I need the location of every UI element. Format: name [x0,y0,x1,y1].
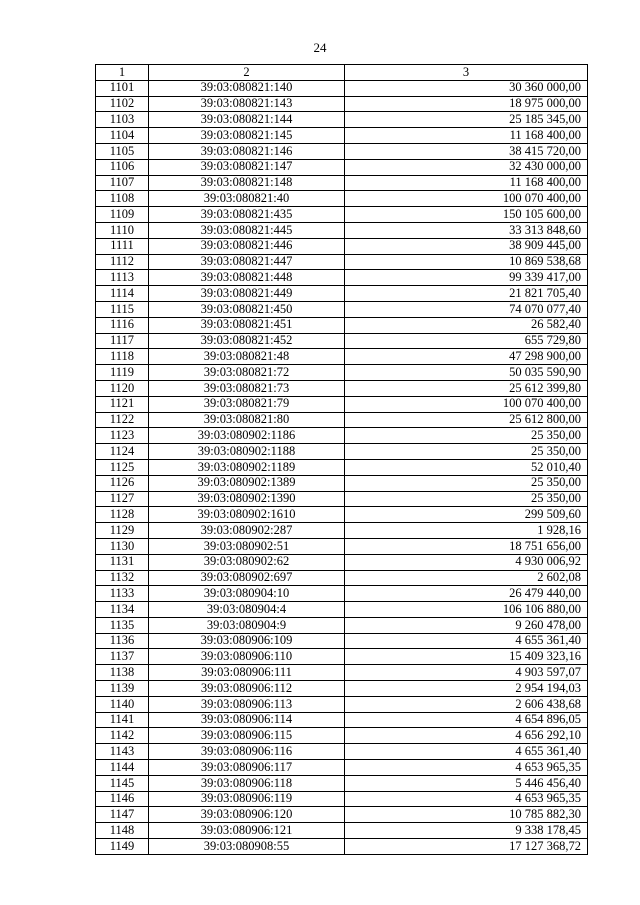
cadastral-value-cell: 100 070 400,00 [345,191,588,207]
cadastral-value-cell: 4 930 006,92 [345,554,588,570]
cadastral-number-cell: 39:03:080821:80 [149,412,345,428]
cadastral-value-cell: 25 185 345,00 [345,112,588,128]
row-number-cell: 1105 [96,143,149,159]
cadastral-value-cell: 18 751 656,00 [345,538,588,554]
row-number-cell: 1123 [96,428,149,444]
table-row [96,633,588,649]
cadastral-value-cell: 2 602,08 [345,570,588,586]
cadastral-number-cell: 39:03:080902:1390 [149,491,345,507]
table-row [96,554,588,570]
cadastral-number-cell: 39:03:080906:112 [149,681,345,697]
cadastral-value-cell: 32 430 000,00 [345,159,588,175]
cadastral-value-cell: 15 409 323,16 [345,649,588,665]
row-number-cell: 1144 [96,760,149,776]
cadastral-value-cell: 11 168 400,00 [345,175,588,191]
row-number-cell: 1102 [96,96,149,112]
cadastral-value-cell: 655 729,80 [345,333,588,349]
cadastral-value-cell: 50 035 590,90 [345,365,588,381]
row-number-cell: 1101 [96,80,149,96]
row-number-cell: 1119 [96,365,149,381]
cadastral-value-cell: 4 903 597,07 [345,665,588,681]
row-number-cell: 1113 [96,270,149,286]
cadastral-number-cell: 39:03:080908:55 [149,839,345,855]
table-row [96,128,588,144]
cadastral-value-cell: 26 479 440,00 [345,586,588,602]
table-row [96,491,588,507]
cadastral-number-cell: 39:03:080821:144 [149,112,345,128]
row-number-cell: 1111 [96,238,149,254]
cadastral-value-cell: 11 168 400,00 [345,128,588,144]
table-row [96,523,588,539]
table-row [96,665,588,681]
table-row [96,444,588,460]
cadastral-value-cell: 4 653 965,35 [345,760,588,776]
cadastral-value-cell: 2 606 438,68 [345,696,588,712]
cadastral-value-cell: 10 869 538,68 [345,254,588,270]
cadastral-value-cell: 10 785 882,30 [345,807,588,823]
cadastral-value-cell: 25 350,00 [345,428,588,444]
table-row [96,538,588,554]
cadastral-value-cell: 74 070 077,40 [345,301,588,317]
table-row [96,143,588,159]
cadastral-value-cell: 33 313 848,60 [345,222,588,238]
cadastral-number-cell: 39:03:080821:450 [149,301,345,317]
row-number-cell: 1134 [96,602,149,618]
table-row [96,80,588,96]
table-row [96,317,588,333]
cadastral-number-cell: 39:03:080902:51 [149,538,345,554]
table-row [96,823,588,839]
table-row [96,333,588,349]
cadastral-value-cell: 47 298 900,00 [345,349,588,365]
table-row [96,270,588,286]
cadastral-number-cell: 39:03:080902:1389 [149,475,345,491]
cadastral-value-cell: 25 612 800,00 [345,412,588,428]
table-row [96,807,588,823]
row-number-cell: 1130 [96,538,149,554]
table-row [96,681,588,697]
cadastral-number-cell: 39:03:080906:121 [149,823,345,839]
cadastral-number-cell: 39:03:080906:115 [149,728,345,744]
table-row [96,349,588,365]
cadastral-value-cell: 30 360 000,00 [345,80,588,96]
cadastral-number-cell: 39:03:080821:40 [149,191,345,207]
cadastral-number-cell: 39:03:080821:145 [149,128,345,144]
cadastral-number-cell: 39:03:080904:4 [149,602,345,618]
row-number-cell: 1141 [96,712,149,728]
cadastral-number-cell: 39:03:080906:113 [149,696,345,712]
row-number-cell: 1135 [96,617,149,633]
table-row [96,159,588,175]
cadastral-number-cell: 39:03:080906:111 [149,665,345,681]
row-number-cell: 1133 [96,586,149,602]
cadastral-value-cell: 1 928,16 [345,523,588,539]
cadastral-number-cell: 39:03:080821:48 [149,349,345,365]
row-number-cell: 1120 [96,380,149,396]
row-number-cell: 1121 [96,396,149,412]
cadastral-value-cell: 4 656 292,10 [345,728,588,744]
cadastral-number-cell: 39:03:080821:146 [149,143,345,159]
cadastral-number-cell: 39:03:080906:120 [149,807,345,823]
table-row [96,728,588,744]
row-number-cell: 1143 [96,744,149,760]
cadastral-value-cell: 100 070 400,00 [345,396,588,412]
row-number-cell: 1146 [96,791,149,807]
cadastral-value-cell: 52 010,40 [345,459,588,475]
row-number-cell: 1107 [96,175,149,191]
cadastral-value-cell: 106 106 880,00 [345,602,588,618]
row-number-cell: 1108 [96,191,149,207]
row-number-cell: 1124 [96,444,149,460]
table-row [96,207,588,223]
row-number-cell: 1126 [96,475,149,491]
table-row [96,96,588,112]
cadastral-value-cell: 4 654 896,05 [345,712,588,728]
cadastral-number-cell: 39:03:080821:143 [149,96,345,112]
cadastral-number-cell: 39:03:080821:448 [149,270,345,286]
cadastral-number-cell: 39:03:080906:109 [149,633,345,649]
page-number: 24 [313,40,327,55]
cadastral-number-cell: 39:03:080906:117 [149,760,345,776]
table-body [96,80,588,854]
cadastral-number-cell: 39:03:080902:1189 [149,459,345,475]
table-row [96,760,588,776]
cadastral-value-cell: 21 821 705,40 [345,286,588,302]
row-number-cell: 1136 [96,633,149,649]
cadastral-number-cell: 39:03:080821:449 [149,286,345,302]
row-number-cell: 1116 [96,317,149,333]
table-row [96,254,588,270]
cadastral-value-cell: 18 975 000,00 [345,96,588,112]
table-row [96,570,588,586]
row-number-cell: 1114 [96,286,149,302]
row-number-cell: 1106 [96,159,149,175]
cadastral-number-cell: 39:03:080906:110 [149,649,345,665]
cadastral-number-cell: 39:03:080821:79 [149,396,345,412]
cadastral-number-cell: 39:03:080906:116 [149,744,345,760]
table-header-row [96,65,588,81]
row-number-cell: 1132 [96,570,149,586]
row-number-cell: 1128 [96,507,149,523]
table-row [96,412,588,428]
row-number-cell: 1145 [96,775,149,791]
cadastral-number-cell: 39:03:080902:1188 [149,444,345,460]
cadastral-number-cell: 39:03:080821:452 [149,333,345,349]
row-number-cell: 1118 [96,349,149,365]
table-row [96,649,588,665]
row-number-cell: 1137 [96,649,149,665]
row-number-cell: 1140 [96,696,149,712]
cadastral-value-cell: 26 582,40 [345,317,588,333]
table-row [96,459,588,475]
cadastral-value-cell: 4 655 361,40 [345,633,588,649]
cadastral-number-cell: 39:03:080902:287 [149,523,345,539]
row-number-cell: 1147 [96,807,149,823]
cadastral-value-cell: 5 446 456,40 [345,775,588,791]
cadastral-number-cell: 39:03:080821:148 [149,175,345,191]
table-row [96,428,588,444]
cadastral-value-cell: 9 260 478,00 [345,617,588,633]
cadastral-value-cell: 2 954 194,03 [345,681,588,697]
row-number-cell: 1125 [96,459,149,475]
cadastral-number-cell: 39:03:080821:147 [149,159,345,175]
row-number-cell: 1149 [96,839,149,855]
row-number-cell: 1127 [96,491,149,507]
table-row [96,238,588,254]
cadastral-value-cell: 25 350,00 [345,444,588,460]
cadastral-value-table [95,64,588,855]
table-row [96,112,588,128]
row-number-cell: 1103 [96,112,149,128]
row-number-cell: 1142 [96,728,149,744]
cadastral-value-cell: 25 350,00 [345,491,588,507]
row-number-cell: 1131 [96,554,149,570]
table-row [96,696,588,712]
cadastral-value-cell: 38 909 445,00 [345,238,588,254]
cadastral-number-cell: 39:03:080821:140 [149,80,345,96]
cadastral-number-cell: 39:03:080906:114 [149,712,345,728]
table-row [96,286,588,302]
table-row [96,191,588,207]
cadastral-value-cell: 4 653 965,35 [345,791,588,807]
table-row [96,791,588,807]
table-row [96,712,588,728]
cadastral-number-cell: 39:03:080904:10 [149,586,345,602]
cadastral-number-cell: 39:03:080902:1610 [149,507,345,523]
table-row [96,475,588,491]
cadastral-value-cell: 4 655 361,40 [345,744,588,760]
cadastral-value-cell: 25 350,00 [345,475,588,491]
row-number-cell: 1112 [96,254,149,270]
cadastral-number-cell: 39:03:080902:62 [149,554,345,570]
row-number-cell: 1122 [96,412,149,428]
row-number-cell: 1129 [96,523,149,539]
cadastral-number-cell: 39:03:080821:447 [149,254,345,270]
table-row [96,617,588,633]
row-number-cell: 1139 [96,681,149,697]
cadastral-number-cell: 39:03:080821:445 [149,222,345,238]
cadastral-number-cell: 39:03:080821:72 [149,365,345,381]
table-row [96,301,588,317]
cadastral-value-cell: 9 338 178,45 [345,823,588,839]
row-number-cell: 1138 [96,665,149,681]
cadastral-value-cell: 150 105 600,00 [345,207,588,223]
table-row [96,396,588,412]
cadastral-number-cell: 39:03:080821:451 [149,317,345,333]
cadastral-value-cell: 299 509,60 [345,507,588,523]
table-row [96,744,588,760]
row-number-cell: 1115 [96,301,149,317]
table-row [96,775,588,791]
row-number-cell: 1104 [96,128,149,144]
cadastral-value-cell: 17 127 368,72 [345,839,588,855]
table-row [96,365,588,381]
cadastral-number-cell: 39:03:080821:73 [149,380,345,396]
cadastral-number-cell: 39:03:080821:446 [149,238,345,254]
cadastral-number-cell: 39:03:080906:119 [149,791,345,807]
cadastral-number-cell: 39:03:080906:118 [149,775,345,791]
cadastral-value-cell: 99 339 417,00 [345,270,588,286]
row-number-cell: 1117 [96,333,149,349]
cadastral-number-cell: 39:03:080902:1186 [149,428,345,444]
cadastral-number-cell: 39:03:080821:435 [149,207,345,223]
cadastral-value-cell: 38 415 720,00 [345,143,588,159]
table-row [96,222,588,238]
cadastral-number-cell: 39:03:080904:9 [149,617,345,633]
row-number-cell: 1110 [96,222,149,238]
table-row [96,602,588,618]
table-row [96,839,588,855]
table-row [96,175,588,191]
table-row [96,380,588,396]
row-number-cell: 1109 [96,207,149,223]
column-header-1: 1 [96,65,149,81]
column-header-3: 3 [345,65,588,81]
table-row [96,507,588,523]
cadastral-value-cell: 25 612 399,80 [345,380,588,396]
table-row [96,586,588,602]
column-header-2: 2 [149,65,345,81]
row-number-cell: 1148 [96,823,149,839]
cadastral-number-cell: 39:03:080902:697 [149,570,345,586]
